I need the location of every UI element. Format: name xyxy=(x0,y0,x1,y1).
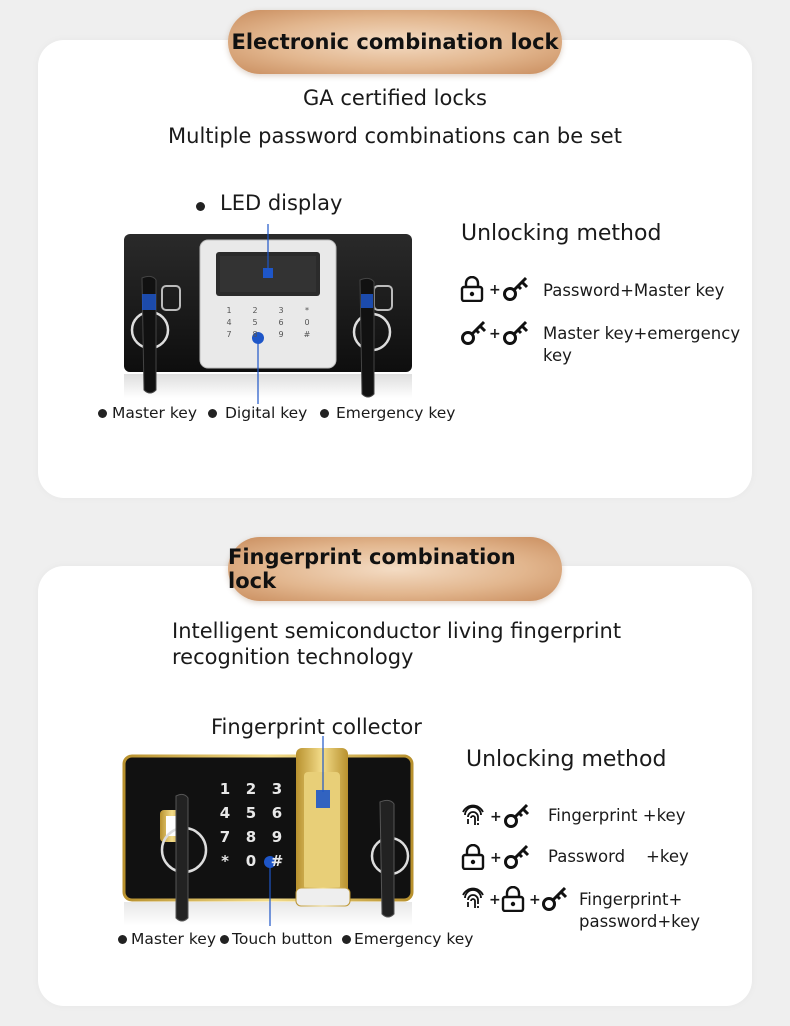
digital-keypad xyxy=(216,306,320,339)
keypad-key: 8 xyxy=(252,330,258,339)
keypad-key: 3 xyxy=(271,780,283,798)
method-text-line2: key xyxy=(543,346,572,365)
keypad-key: * xyxy=(221,852,229,870)
bullet-dot xyxy=(196,202,205,211)
section-title-fingerprint xyxy=(228,537,562,601)
keypad-key: * xyxy=(305,306,309,315)
feature-line-2: Multiple password combinations can be set xyxy=(168,124,622,148)
callout-master-key: Master key xyxy=(112,404,197,422)
key-icon xyxy=(503,803,531,829)
keypad-key: # xyxy=(270,852,284,870)
keypad-key: 7 xyxy=(226,330,232,339)
keypad-key: 6 xyxy=(278,318,284,327)
callout-digital-key: Digital key xyxy=(225,404,308,422)
callout-master-key: Master key xyxy=(131,930,216,948)
keypad-key: 1 xyxy=(219,780,231,798)
key-icon xyxy=(502,276,530,302)
led-display-label: LED display xyxy=(220,191,343,215)
keypad-key: 4 xyxy=(226,318,232,327)
callout-emergency-key: Emergency key xyxy=(354,930,474,948)
lock-icon xyxy=(501,886,525,912)
keypad-key: 7 xyxy=(219,828,231,846)
fingerprint-icon xyxy=(460,803,486,829)
feature-line-2: recognition technology xyxy=(172,645,414,669)
callout-emergency-key: Emergency key xyxy=(336,404,456,422)
bullet-dot xyxy=(98,409,107,418)
keypad-key: # xyxy=(303,330,311,339)
keypad-key: 4 xyxy=(219,804,231,822)
section-title-text: Electronic combination lock xyxy=(231,30,559,54)
key-icon xyxy=(541,886,569,912)
keypad-key: 5 xyxy=(245,804,257,822)
bullet-dot xyxy=(220,935,229,944)
keypad-key: 2 xyxy=(245,780,257,798)
keypad-key: 9 xyxy=(278,330,284,339)
lock-icon xyxy=(460,276,484,302)
section-title-text: Fingerprint combination lock xyxy=(228,545,516,593)
method-text-line1: Fingerprint+ xyxy=(579,890,683,909)
feature-line-1: GA certified locks xyxy=(303,86,487,110)
bullet-dot xyxy=(118,935,127,944)
lock-icon xyxy=(461,844,485,870)
keypad-key: 9 xyxy=(271,828,283,846)
bullet-dot xyxy=(320,409,329,418)
method-text: Password+Master key xyxy=(543,281,725,300)
section-title-electronic xyxy=(228,10,562,74)
method-text: Password +key xyxy=(548,847,689,866)
unlocking-method-heading: Unlocking method xyxy=(461,221,662,246)
method-text-line1: Master key+emergency xyxy=(543,324,741,343)
keypad-key: 3 xyxy=(278,306,284,315)
feature-line-1: Intelligent semiconductor living fingerprint xyxy=(172,619,622,643)
method-text-line2: password+key xyxy=(579,912,701,931)
key-icon xyxy=(460,320,488,346)
callout-touch-button: Touch button xyxy=(232,930,333,948)
keypad-key: 8 xyxy=(245,828,257,846)
key-icon xyxy=(503,844,531,870)
keypad-key: 0 xyxy=(304,318,310,327)
bullet-dot xyxy=(342,935,351,944)
fingerprint-collector-label: Fingerprint collector xyxy=(211,715,422,739)
unlocking-method-heading: Unlocking method xyxy=(466,747,667,772)
keypad-key: 5 xyxy=(252,318,258,327)
keypad-key: 6 xyxy=(271,804,283,822)
keypad-key: 2 xyxy=(252,306,258,315)
fingerprint-icon xyxy=(460,886,486,912)
keypad-key: 1 xyxy=(226,306,232,315)
bullet-dot xyxy=(208,409,217,418)
keypad-key: 0 xyxy=(245,852,257,870)
method-text: Fingerprint +key xyxy=(548,806,686,825)
touch-keypad xyxy=(212,780,290,870)
key-icon xyxy=(502,320,530,346)
